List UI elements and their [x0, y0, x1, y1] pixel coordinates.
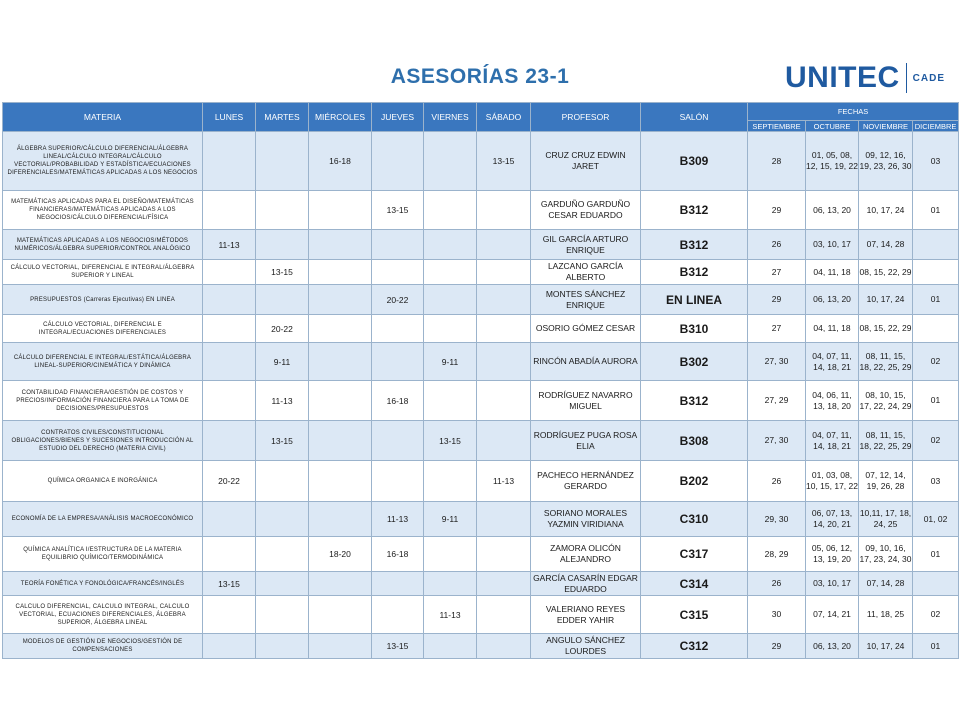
cell-salon: C310 — [641, 502, 748, 537]
cell-septiembre: 29 — [748, 285, 806, 315]
cell-lunes — [203, 537, 256, 572]
cell-septiembre: 29, 30 — [748, 502, 806, 537]
cell-viernes — [424, 230, 477, 260]
table-row — [3, 634, 959, 659]
col-header-profesor: PROFESOR — [531, 103, 641, 132]
cell-salon: C312 — [641, 634, 748, 659]
cell-miercoles: 16-18 — [309, 132, 372, 191]
schedule-document — [2, 55, 958, 662]
table-header — [3, 103, 959, 132]
table-row — [3, 596, 959, 634]
cell-miercoles — [309, 461, 372, 502]
table-row — [3, 315, 959, 343]
cell-lunes — [203, 285, 256, 315]
table-body — [3, 132, 959, 659]
cell-noviembre: 08, 15, 22, 29 — [859, 260, 913, 285]
cell-salon: B310 — [641, 315, 748, 343]
cell-profesor: VALERIANO REYES EDDER YAHIR — [531, 596, 641, 634]
cell-materia: MATEMÁTICAS APLICADAS PARA EL DISEÑO/MATEMÁTICAS FINANCIERAS/MATEMÁTICAS APLICADAS A LOS NEGOCIOS/CÁLCULO DIFERENCIAL/FÍSICA — [3, 191, 203, 230]
cell-profesor: ZAMORA OLICÓN ALEJANDRO — [531, 537, 641, 572]
cell-sabado: 11-13 — [477, 461, 531, 502]
col-header-martes: MARTES — [256, 103, 309, 132]
cell-diciembre: 01 — [913, 285, 959, 315]
cell-profesor: PACHECO HERNÁNDEZ GERARDO — [531, 461, 641, 502]
cell-salon: B312 — [641, 260, 748, 285]
cell-viernes — [424, 132, 477, 191]
cell-sabado — [477, 421, 531, 461]
cell-noviembre: 08, 11, 15, 18, 22, 25, 29 — [859, 421, 913, 461]
col-header-lunes: LUNES — [203, 103, 256, 132]
cell-sabado — [477, 260, 531, 285]
cell-octubre: 05, 06, 12, 13, 19, 20 — [806, 537, 859, 572]
cell-miercoles — [309, 343, 372, 381]
document-header — [2, 55, 958, 102]
cell-jueves — [372, 260, 424, 285]
cell-jueves — [372, 343, 424, 381]
table-row — [3, 381, 959, 421]
cell-salon: B312 — [641, 381, 748, 421]
cell-martes: 13-15 — [256, 260, 309, 285]
table-row — [3, 572, 959, 596]
cell-profesor: RODRÍGUEZ NAVARRO MIGUEL — [531, 381, 641, 421]
cell-materia: CONTABILIDAD FINANCIERA/GESTIÓN DE COSTOS Y PRECIOS/INFORMACIÓN FINANCIERA PARA LA TOMA DE DECISIONES/PRESUPUESTOS — [3, 381, 203, 421]
cell-jueves: 13-15 — [372, 191, 424, 230]
cell-octubre: 04, 06, 11, 13, 18, 20 — [806, 381, 859, 421]
cell-profesor: LAZCANO GARCÍA ALBERTO — [531, 260, 641, 285]
col-header-viernes: VIERNES — [424, 103, 477, 132]
cell-viernes — [424, 285, 477, 315]
schedule-table — [2, 102, 959, 659]
cell-jueves — [372, 230, 424, 260]
cell-sabado — [477, 537, 531, 572]
cell-sabado — [477, 572, 531, 596]
cell-materia: QUÍMICA ANALÍTICA I/ESTRUCTURA DE LA MATERIA EQUILIBRIO QUÍMICO/TERMODINÁMICA — [3, 537, 203, 572]
cell-sabado: 13-15 — [477, 132, 531, 191]
col-header-materia: MATERIA — [3, 103, 203, 132]
cell-viernes — [424, 634, 477, 659]
cell-lunes — [203, 315, 256, 343]
cell-salon: B308 — [641, 421, 748, 461]
cell-salon: C317 — [641, 537, 748, 572]
cell-diciembre: 03 — [913, 132, 959, 191]
cell-viernes — [424, 260, 477, 285]
cell-materia: CÁLCULO DIFERENCIAL E INTEGRAL/ESTÁTICA/ÁLGEBRA LINEAL-SUPERIOR/CINEMÁTICA Y DINÁMICA — [3, 343, 203, 381]
cell-miercoles — [309, 260, 372, 285]
cell-lunes: 13-15 — [203, 572, 256, 596]
cell-viernes — [424, 461, 477, 502]
cell-viernes: 9-11 — [424, 502, 477, 537]
cell-materia: ECONOMÍA DE LA EMPRESA/ANÁLISIS MACROECONÓMICO — [3, 502, 203, 537]
cell-septiembre: 26 — [748, 461, 806, 502]
cell-materia: CONTRATOS CIVILES/CONSTITUCIONAL OBLIGACIONES/BIENES Y SUCESIONES INTRODUCCIÓN AL ESTUDIO DEL DERECHO (MATERIA CIVIL) — [3, 421, 203, 461]
cell-profesor: GIL GARCÍA ARTURO ENRIQUE — [531, 230, 641, 260]
cell-lunes — [203, 132, 256, 191]
cell-diciembre: 03 — [913, 461, 959, 502]
cell-materia: QUÍMICA ORGANICA E INORGÁNICA — [3, 461, 203, 502]
cell-miercoles — [309, 596, 372, 634]
cell-materia: PRESUPUESTOS (Carreras Ejecutivas) EN LINEA — [3, 285, 203, 315]
cell-noviembre: 08, 15, 22, 29 — [859, 315, 913, 343]
cell-diciembre — [913, 230, 959, 260]
table-row — [3, 461, 959, 502]
cell-noviembre: 10, 17, 24 — [859, 191, 913, 230]
cell-septiembre: 27 — [748, 260, 806, 285]
cell-sabado — [477, 381, 531, 421]
cell-salon: B202 — [641, 461, 748, 502]
table-row — [3, 260, 959, 285]
cell-viernes — [424, 572, 477, 596]
cell-martes — [256, 191, 309, 230]
cell-lunes — [203, 502, 256, 537]
cell-materia: CALCULO DIFERENCIAL, CALCULO INTEGRAL, CALCULO VECTORIAL, ECUACIONES DIFERENCIALES, ÁLGEBRA SUPERIOR, ÁLGEBRA LINEAL — [3, 596, 203, 634]
cell-miercoles — [309, 191, 372, 230]
cell-profesor: MONTES SÁNCHEZ ENRIQUE — [531, 285, 641, 315]
cell-octubre: 07, 14, 21 — [806, 596, 859, 634]
cell-septiembre: 27, 30 — [748, 421, 806, 461]
cell-noviembre: 09, 10, 16, 17, 23, 24, 30 — [859, 537, 913, 572]
cell-octubre: 03, 10, 17 — [806, 572, 859, 596]
cell-octubre: 04, 07, 11, 14, 18, 21 — [806, 421, 859, 461]
cell-sabado — [477, 634, 531, 659]
cell-profesor: OSORIO GÓMEZ CESAR — [531, 315, 641, 343]
cell-salon: B312 — [641, 230, 748, 260]
cell-noviembre: 07, 14, 28 — [859, 230, 913, 260]
cell-diciembre: 01 — [913, 381, 959, 421]
cell-noviembre: 10, 17, 24 — [859, 285, 913, 315]
cell-profesor: ANGULO SÁNCHEZ LOURDES — [531, 634, 641, 659]
cell-martes — [256, 572, 309, 596]
cell-miercoles — [309, 502, 372, 537]
col-header-octubre: OCTUBRE — [806, 121, 859, 132]
table-row — [3, 191, 959, 230]
col-header-diciembre: DICIEMBRE — [913, 121, 959, 132]
cell-martes: 11-13 — [256, 381, 309, 421]
cell-martes — [256, 132, 309, 191]
table-row — [3, 421, 959, 461]
cell-noviembre: 10, 17, 24 — [859, 634, 913, 659]
cell-noviembre: 07, 14, 28 — [859, 572, 913, 596]
cell-jueves: 11-13 — [372, 502, 424, 537]
cell-profesor: RINCÓN ABADÍA AURORA — [531, 343, 641, 381]
cell-viernes — [424, 537, 477, 572]
cell-profesor: CRUZ CRUZ EDWIN JARET — [531, 132, 641, 191]
cell-viernes: 9-11 — [424, 343, 477, 381]
cell-sabado — [477, 315, 531, 343]
cell-septiembre: 26 — [748, 230, 806, 260]
table-row — [3, 537, 959, 572]
cell-salon: B312 — [641, 191, 748, 230]
cell-miercoles — [309, 230, 372, 260]
cell-salon: EN LINEA — [641, 285, 748, 315]
cell-viernes: 11-13 — [424, 596, 477, 634]
col-header-sabado: SÁBADO — [477, 103, 531, 132]
cell-noviembre: 07, 12, 14, 19, 26, 28 — [859, 461, 913, 502]
cell-martes — [256, 596, 309, 634]
table-row — [3, 230, 959, 260]
cell-diciembre: 01, 02 — [913, 502, 959, 537]
table-row — [3, 132, 959, 191]
cell-materia: CÁLCULO VECTORIAL, DIFERENCIAL E INTEGRAL/ÁLGEBRA SUPERIOR Y LINEAL — [3, 260, 203, 285]
cell-diciembre — [913, 315, 959, 343]
cell-lunes — [203, 634, 256, 659]
cell-profesor: GARCÍA CASARÍN EDGAR EDUARDO — [531, 572, 641, 596]
cell-jueves — [372, 315, 424, 343]
cell-materia: TEORÍA FONÉTICA Y FONOLÓGICA/FRANCÉS/INGLÉS — [3, 572, 203, 596]
cell-diciembre: 02 — [913, 343, 959, 381]
cell-lunes — [203, 191, 256, 230]
cell-septiembre: 28 — [748, 132, 806, 191]
cell-octubre: 06, 13, 20 — [806, 634, 859, 659]
cell-diciembre: 01 — [913, 537, 959, 572]
cell-sabado — [477, 502, 531, 537]
cell-octubre: 01, 05, 08, 12, 15, 19, 22 — [806, 132, 859, 191]
cell-diciembre — [913, 572, 959, 596]
cell-martes — [256, 502, 309, 537]
cell-miercoles — [309, 572, 372, 596]
cell-sabado — [477, 230, 531, 260]
cell-jueves — [372, 421, 424, 461]
cell-salon: C315 — [641, 596, 748, 634]
cell-jueves — [372, 596, 424, 634]
logo-divider — [906, 63, 907, 93]
cell-martes — [256, 634, 309, 659]
logo-wordmark: UNITEC — [785, 61, 900, 94]
cell-septiembre: 29 — [748, 191, 806, 230]
table-row — [3, 343, 959, 381]
cell-viernes — [424, 315, 477, 343]
cell-martes: 20-22 — [256, 315, 309, 343]
cell-lunes — [203, 343, 256, 381]
cell-jueves — [372, 572, 424, 596]
cell-septiembre: 30 — [748, 596, 806, 634]
cell-martes: 13-15 — [256, 421, 309, 461]
cell-materia: MATEMÁTICAS APLICADAS A LOS NEGOCIOS/MÉTODOS NUMÉRICOS/ÁLGEBRA SUPERIOR/CONTROL ANALÓGICO — [3, 230, 203, 260]
cell-lunes: 20-22 — [203, 461, 256, 502]
cell-miercoles — [309, 285, 372, 315]
cell-lunes — [203, 596, 256, 634]
cell-profesor: GARDUÑO GARDUÑO CESAR EDUARDO — [531, 191, 641, 230]
cell-salon: B302 — [641, 343, 748, 381]
cell-diciembre — [913, 260, 959, 285]
cell-martes — [256, 230, 309, 260]
cell-sabado — [477, 343, 531, 381]
logo-subtitle: CADE — [912, 72, 946, 84]
col-header-septiembre: SEPTIEMBRE — [748, 121, 806, 132]
cell-viernes — [424, 191, 477, 230]
col-header-fechas: FECHAS — [748, 103, 959, 121]
cell-septiembre: 26 — [748, 572, 806, 596]
cell-profesor: SORIANO MORALES YAZMIN VIRIDIANA — [531, 502, 641, 537]
cell-martes — [256, 461, 309, 502]
cell-septiembre: 27, 29 — [748, 381, 806, 421]
cell-jueves: 20-22 — [372, 285, 424, 315]
cell-diciembre: 01 — [913, 191, 959, 230]
cell-lunes — [203, 421, 256, 461]
page-title: ASESORÍAS 23-1 — [390, 65, 570, 88]
cell-martes — [256, 285, 309, 315]
cell-martes — [256, 537, 309, 572]
cell-diciembre: 02 — [913, 596, 959, 634]
cell-jueves: 13-15 — [372, 634, 424, 659]
cell-septiembre: 28, 29 — [748, 537, 806, 572]
cell-miercoles: 18-20 — [309, 537, 372, 572]
cell-salon: B309 — [641, 132, 748, 191]
col-header-jueves: JUEVES — [372, 103, 424, 132]
col-header-noviembre: NOVIEMBRE — [859, 121, 913, 132]
cell-miercoles — [309, 315, 372, 343]
cell-lunes: 11-13 — [203, 230, 256, 260]
col-header-miercoles: MIÉRCOLES — [309, 103, 372, 132]
cell-lunes — [203, 260, 256, 285]
cell-profesor: RODRÍGUEZ PUGA ROSA ELIA — [531, 421, 641, 461]
cell-materia: MODELOS DE GESTIÓN DE NEGOCIOS/GESTIÓN DE COMPENSACIONES — [3, 634, 203, 659]
cell-septiembre: 29 — [748, 634, 806, 659]
cell-noviembre: 11, 18, 25 — [859, 596, 913, 634]
cell-octubre: 03, 10, 17 — [806, 230, 859, 260]
cell-miercoles — [309, 381, 372, 421]
cell-octubre: 04, 07, 11, 14, 18, 21 — [806, 343, 859, 381]
cell-octubre: 04, 11, 18 — [806, 260, 859, 285]
cell-jueves — [372, 461, 424, 502]
cell-octubre: 01, 03, 08, 10, 15, 17, 22 — [806, 461, 859, 502]
unitec-logo — [785, 61, 945, 95]
cell-diciembre: 02 — [913, 421, 959, 461]
cell-septiembre: 27, 30 — [748, 343, 806, 381]
cell-salon: C314 — [641, 572, 748, 596]
cell-miercoles — [309, 634, 372, 659]
cell-lunes — [203, 381, 256, 421]
cell-sabado — [477, 596, 531, 634]
cell-octubre: 04, 11, 18 — [806, 315, 859, 343]
cell-noviembre: 08, 10, 15, 17, 22, 24, 29 — [859, 381, 913, 421]
col-header-salon: SALÓN — [641, 103, 748, 132]
cell-noviembre: 10,11, 17, 18, 24, 25 — [859, 502, 913, 537]
table-row — [3, 285, 959, 315]
cell-jueves: 16-18 — [372, 381, 424, 421]
cell-viernes: 13-15 — [424, 421, 477, 461]
cell-octubre: 06, 13, 20 — [806, 191, 859, 230]
cell-materia: CÁLCULO VECTORIAL, DIFERENCIAL E INTEGRAL/ECUACIONES DIFERENCIALES — [3, 315, 203, 343]
cell-octubre: 06, 13, 20 — [806, 285, 859, 315]
cell-miercoles — [309, 421, 372, 461]
cell-materia: ÁLGEBRA SUPERIOR/CÁLCULO DIFERENCIAL/ÁLGEBRA LINEAL/CÁLCULO INTEGRAL/CÁLCULO VECTORIAL/PROBABILIDAD Y ESTADÍSTICA/ECUACIONES DIFERENCIALES/MATEMÁTICAS APLICADAS A LOS NEGOCIOS — [3, 132, 203, 191]
cell-octubre: 06, 07, 13, 14, 20, 21 — [806, 502, 859, 537]
cell-noviembre: 09, 12, 16, 19, 23, 26, 30 — [859, 132, 913, 191]
cell-sabado — [477, 285, 531, 315]
cell-jueves — [372, 132, 424, 191]
cell-noviembre: 08, 11, 15, 18, 22, 25, 29 — [859, 343, 913, 381]
cell-diciembre: 01 — [913, 634, 959, 659]
cell-sabado — [477, 191, 531, 230]
cell-septiembre: 27 — [748, 315, 806, 343]
table-row — [3, 502, 959, 537]
cell-viernes — [424, 381, 477, 421]
cell-jueves: 16-18 — [372, 537, 424, 572]
cell-martes: 9-11 — [256, 343, 309, 381]
